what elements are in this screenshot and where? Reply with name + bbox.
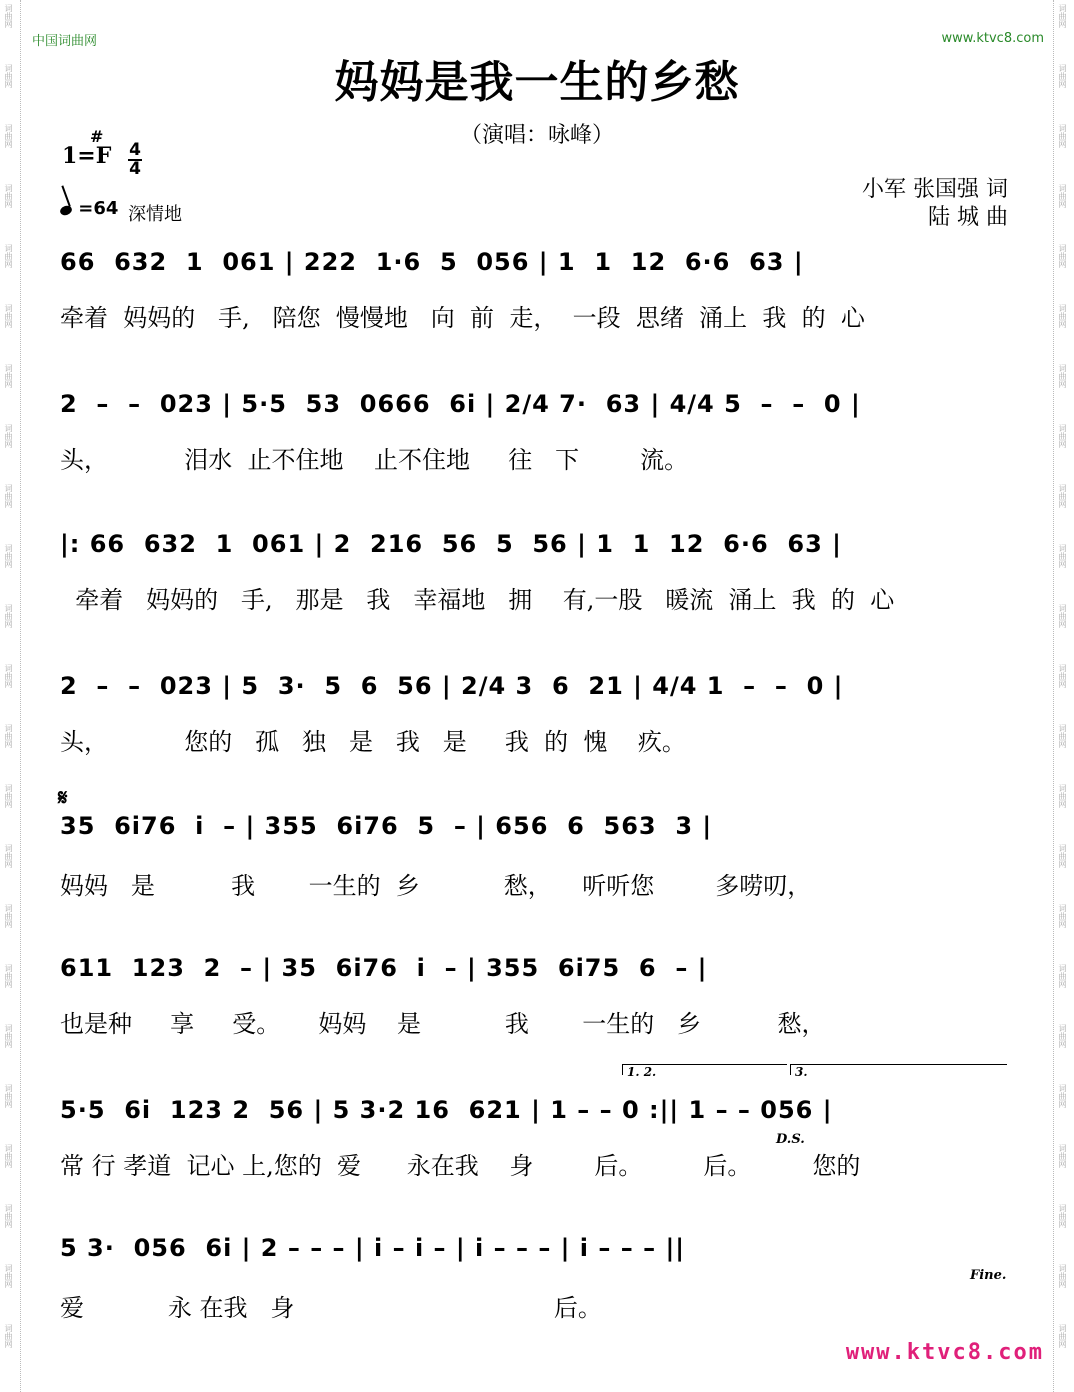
edge-watermark-text: 词曲网 — [4, 964, 13, 988]
left-watermark-strip — [0, 0, 21, 1392]
edge-watermark-text: 词曲网 — [1058, 604, 1067, 628]
notation-7: 5·5 6i 123 2 56 | 5 3·2 16 621 | 1 – – 0 :|| 1 – – 056 | — [60, 1096, 833, 1124]
edge-watermark-text: 词曲网 — [4, 844, 13, 868]
lyrics-4: 头， 您的 孤 独 是 我 是 我 的 愧 疚。 — [60, 728, 686, 756]
quarter-note-icon — [59, 204, 73, 217]
notation-6: 611 123 2 – | 35 6i76 i – | 355 6i75 6 – | — [60, 954, 708, 982]
edge-watermark-text: 词曲网 — [1058, 1204, 1067, 1228]
edge-watermark-text: 词曲网 — [1058, 1144, 1067, 1168]
tempo-marking — [60, 198, 118, 219]
edge-watermark-text: 词曲网 — [4, 664, 13, 688]
lyrics-7: 常 行 孝道 记心 上,您的 爱 永在我 身 后。 后。 您的 — [60, 1152, 861, 1180]
edge-watermark-text: 词曲网 — [1058, 1264, 1067, 1288]
footer-site-url[interactable]: www.ktvc8.com — [845, 1340, 1044, 1365]
edge-watermark-text: 词曲网 — [4, 1024, 13, 1048]
edge-watermark-text: 词曲网 — [4, 724, 13, 748]
time-top: 4 — [129, 140, 141, 160]
edge-watermark-text: 词曲网 — [4, 304, 13, 328]
edge-watermark-text: 词曲网 — [4, 544, 13, 568]
edge-watermark-text: 词曲网 — [1058, 304, 1067, 328]
notation-8: 5 3· 056 6i | 2 – – – | i – i – | i – – – | i – – – || — [60, 1234, 685, 1262]
lyricist-credit: 小军 张国强 词 — [862, 177, 1008, 202]
edge-watermark-text: 词曲网 — [4, 1264, 13, 1288]
edge-watermark-text: 词曲网 — [4, 424, 13, 448]
edge-watermark-text: 词曲网 — [4, 364, 13, 388]
lyrics-3: 牵着 妈妈的 手, 那是 我 幸福地 拥 有,一股 暖流 涌上 我 的 心 — [60, 586, 895, 614]
edge-watermark-text: 词曲网 — [1058, 424, 1067, 448]
notation-1: 66 632 1 061 | 222 1·6 5 056 | 1 1 12 6·6 63 | — [60, 248, 804, 276]
edge-watermark-text: 词曲网 — [1058, 664, 1067, 688]
edge-watermark-text: 词曲网 — [1058, 64, 1067, 88]
expression-mark: 深情地 — [128, 204, 182, 225]
edge-watermark-text: 词曲网 — [4, 484, 13, 508]
edge-watermark-text: 词曲网 — [4, 1324, 13, 1348]
notation-5: 35 6i76 i – | 355 6i76 5 – | 656 6 563 3 | — [60, 812, 713, 840]
edge-watermark-text: 词曲网 — [1058, 724, 1067, 748]
edge-watermark-text: 词曲网 — [1058, 784, 1067, 808]
lyrics-5: 妈妈 是 我 一生的 乡 愁， 听听您 多唠叨， — [60, 872, 812, 900]
song-title: 妈妈是我一生的乡愁 — [334, 57, 740, 108]
edge-watermark-text: 词曲网 — [1058, 1324, 1067, 1348]
right-watermark-strip — [1053, 0, 1074, 1392]
time-bottom: 4 — [129, 159, 141, 179]
edge-watermark-text: 词曲网 — [1058, 124, 1067, 148]
volta-second-ending: 3. — [790, 1064, 1007, 1075]
edge-watermark-text: 词曲网 — [4, 784, 13, 808]
edge-watermark-text: 词曲网 — [4, 604, 13, 628]
lyrics-2: 头， 泪水 止不住地 止不住地 往 下 流。 — [60, 446, 689, 474]
edge-watermark-text: 词曲网 — [4, 124, 13, 148]
lyrics-6: 也是种 享 受。 妈妈 是 我 一生的 乡 愁， — [60, 1010, 826, 1038]
site-url[interactable]: www.ktvc8.com — [941, 31, 1044, 46]
edge-watermark-text: 词曲网 — [1058, 1024, 1067, 1048]
edge-watermark-text: 词曲网 — [4, 4, 13, 28]
notation-3: |: 66 632 1 061 | 2 216 56 5 56 | 1 1 12 6·6 63 | — [60, 530, 842, 558]
segno-sign: 𝄋 — [58, 786, 68, 811]
lyrics-1: 牵着 妈妈的 手, 陪您 慢慢地 向 前 走， 一段 思绪 涌上 我 的 心 — [60, 304, 865, 332]
time-signature — [128, 142, 142, 178]
site-name[interactable]: 中国词曲网 — [32, 34, 98, 49]
edge-watermark-text: 词曲网 — [4, 184, 13, 208]
volta-first-ending: 1. 2. — [622, 1064, 787, 1075]
edge-watermark-text: 词曲网 — [1058, 4, 1067, 28]
edge-watermark-text: 词曲网 — [1058, 964, 1067, 988]
tempo-value: =64 — [78, 198, 119, 219]
edge-watermark-text: 词曲网 — [1058, 904, 1067, 928]
edge-watermark-text: 词曲网 — [1058, 544, 1067, 568]
edge-watermark-text: 词曲网 — [4, 64, 13, 88]
singer-credit: （演唱：咏峰） — [459, 123, 614, 148]
edge-watermark-text: 词曲网 — [1058, 484, 1067, 508]
edge-watermark-text: 词曲网 — [1058, 244, 1067, 268]
edge-watermark-text: 词曲网 — [1058, 844, 1067, 868]
fine-mark: Fine. — [970, 1268, 1007, 1283]
key-signature: 1=F — [62, 143, 112, 169]
lyrics-8: 爱 永 在我 身 后。 — [60, 1294, 602, 1322]
notation-4: 2 – – 023 | 5 3· 5 6 56 | 2/4 3 6 21 | 4/4 1 – – 0 | — [60, 672, 844, 700]
edge-watermark-text: 词曲网 — [1058, 1084, 1067, 1108]
edge-watermark-text: 词曲网 — [1058, 184, 1067, 208]
notation-2: 2 – – 023 | 5·5 53 0666 6i | 2/4 7· 63 | 4/4 5 – – 0 | — [60, 390, 861, 418]
edge-watermark-text: 词曲网 — [1058, 364, 1067, 388]
key-sharp: # — [90, 127, 104, 146]
edge-watermark-text: 词曲网 — [4, 1084, 13, 1108]
edge-watermark-text: 词曲网 — [4, 1204, 13, 1228]
edge-watermark-text: 词曲网 — [4, 244, 13, 268]
edge-watermark-text: 词曲网 — [4, 904, 13, 928]
edge-watermark-text: 词曲网 — [4, 1144, 13, 1168]
dal-segno-mark: D.S. — [776, 1132, 805, 1147]
composer-credit: 陆 城 曲 — [928, 205, 1008, 230]
